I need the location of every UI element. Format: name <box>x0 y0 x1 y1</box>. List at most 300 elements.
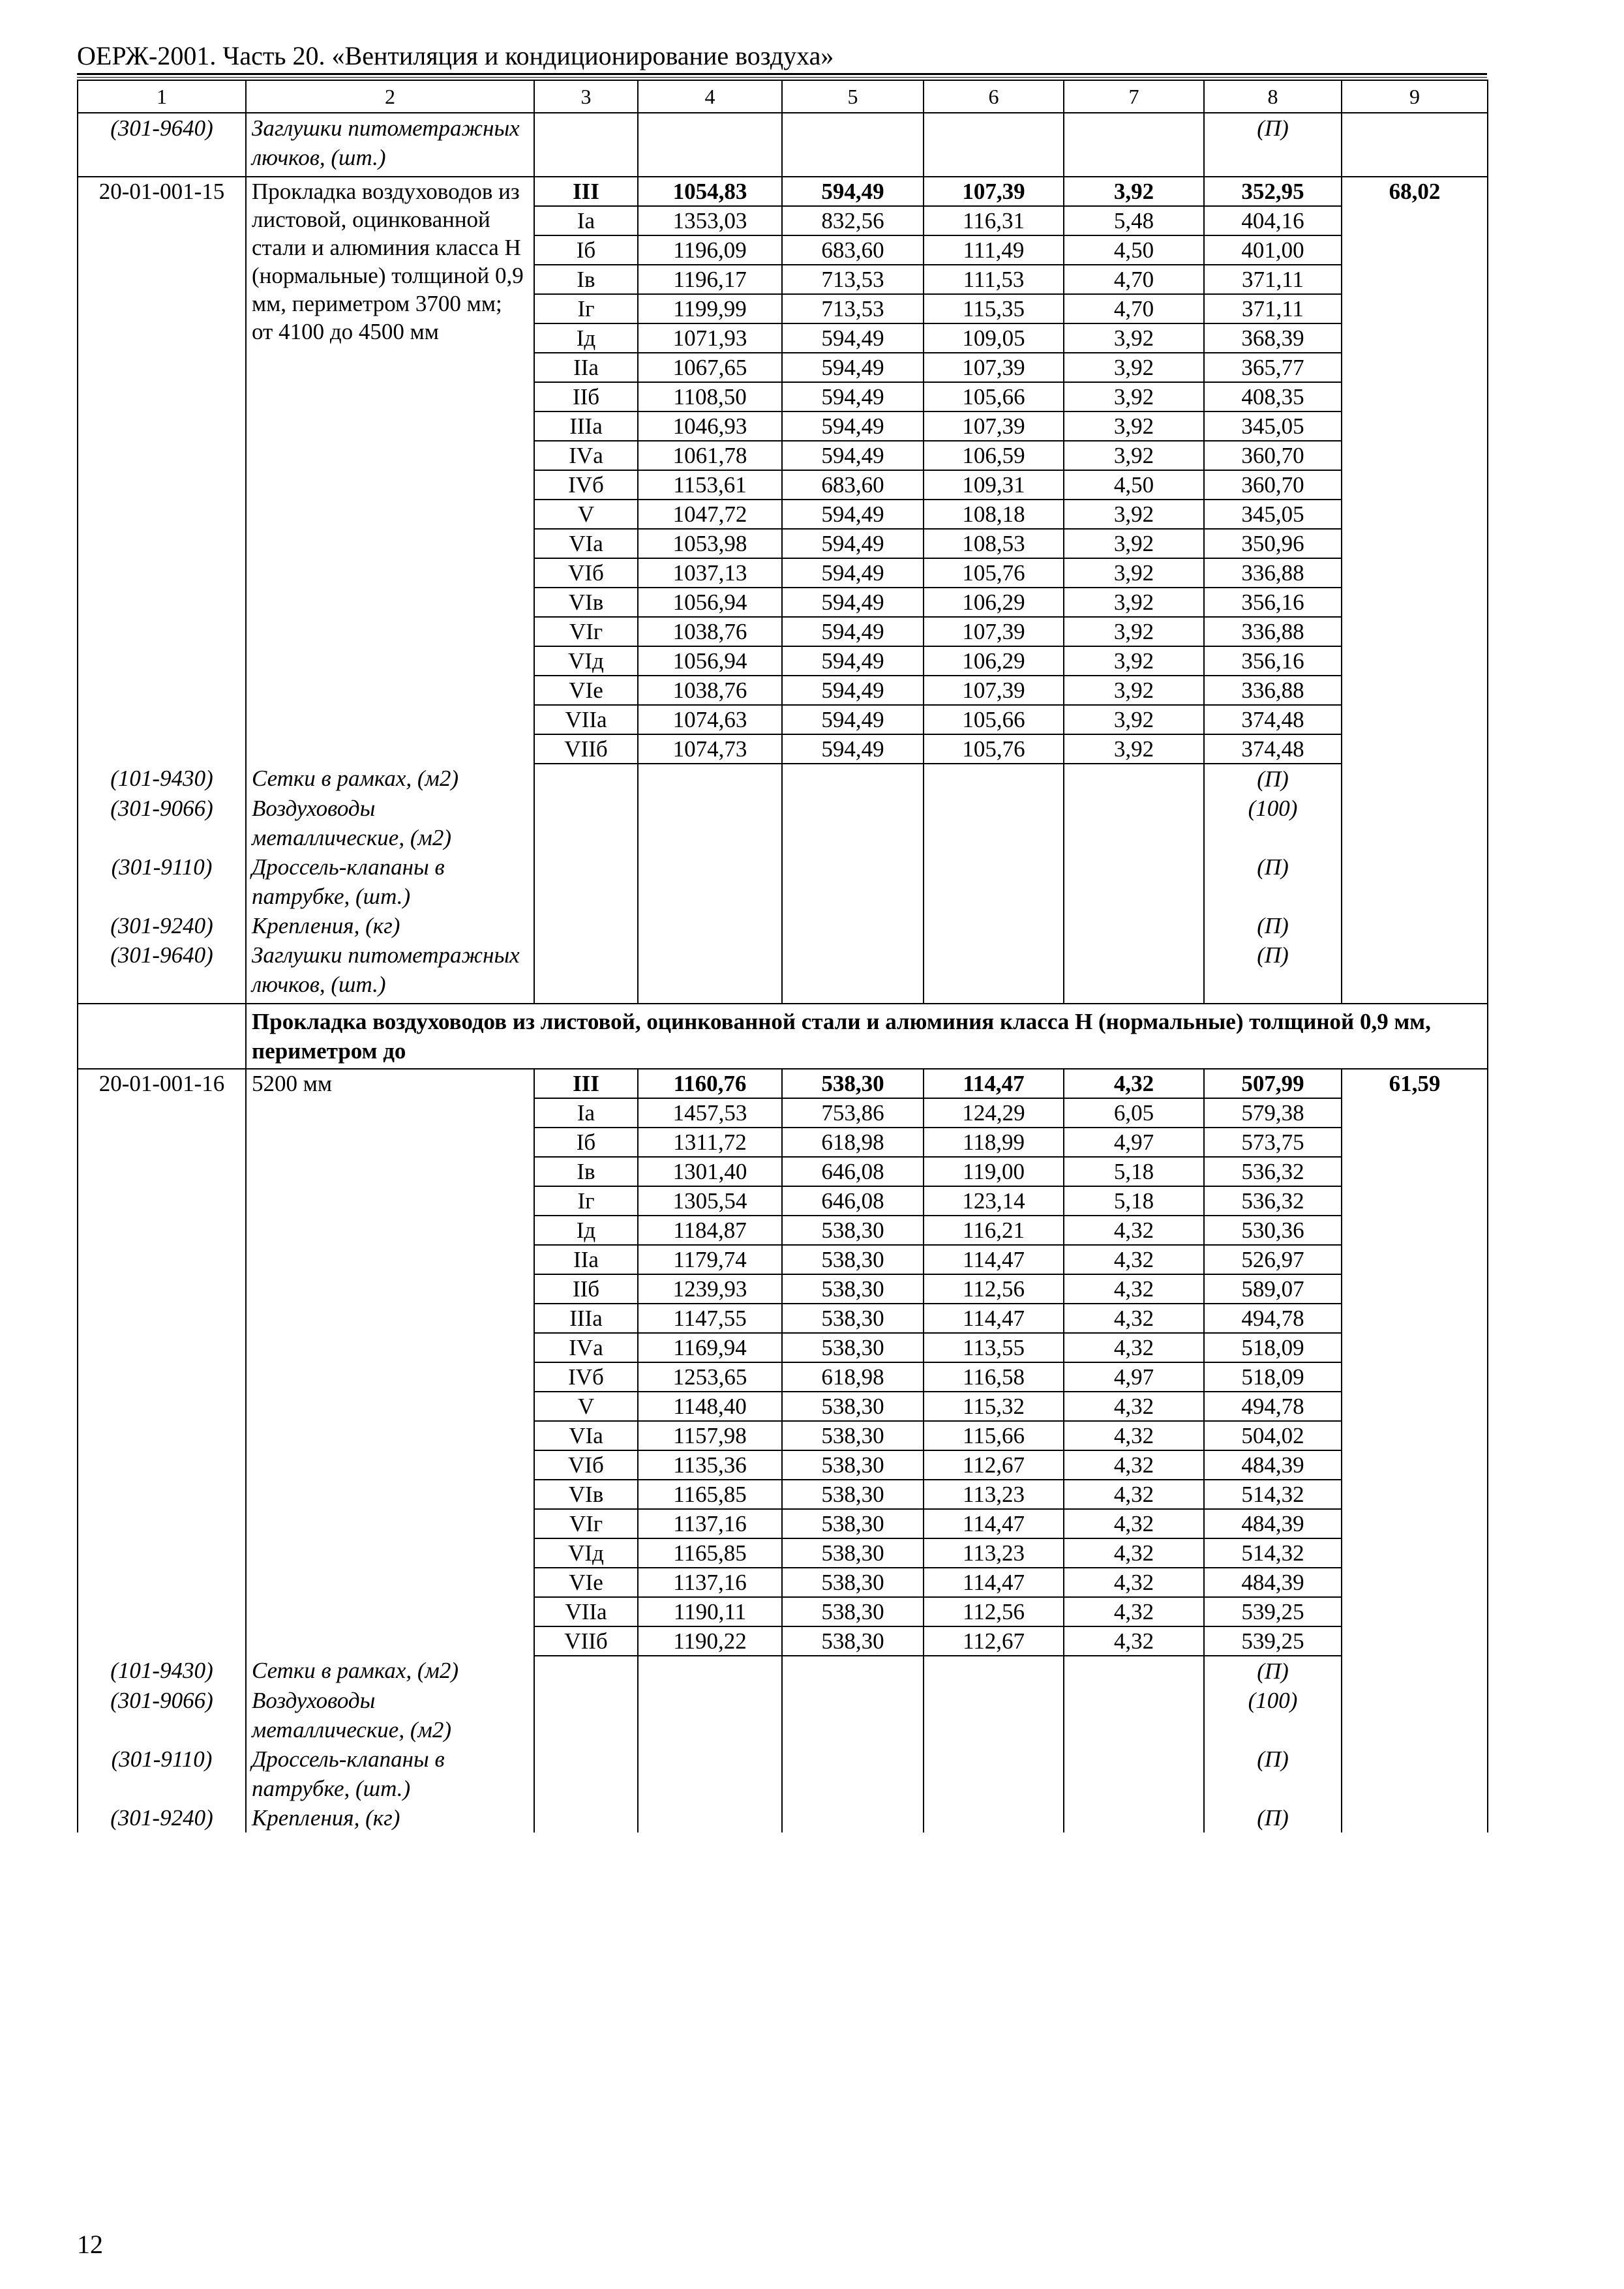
price-row <box>78 177 1488 206</box>
price-cell: 123,14 <box>924 1186 1064 1216</box>
empty-cell <box>1342 1656 1488 1686</box>
price-cell: 374,48 <box>1204 734 1342 764</box>
price-cell: 5,18 <box>1064 1186 1204 1216</box>
price-cell: VIг <box>534 617 638 646</box>
price-cell: 107,39 <box>924 353 1064 382</box>
price-cell: III <box>534 1069 638 1098</box>
empty-cell <box>924 113 1064 177</box>
rate-code: 20-01-001-15 <box>78 177 246 764</box>
price-cell: 4,32 <box>1064 1597 1204 1626</box>
price-cell: 114,47 <box>924 1304 1064 1333</box>
resource-name: Крепления, (кг) <box>246 911 534 940</box>
price-cell: 4,32 <box>1064 1509 1204 1538</box>
resource-row <box>78 794 1488 852</box>
price-cell: 108,53 <box>924 529 1064 558</box>
header-rule <box>77 73 1487 75</box>
price-cell: 538,30 <box>782 1421 924 1450</box>
empty-cell <box>1342 1686 1488 1744</box>
column-number: 7 <box>1064 80 1204 113</box>
price-cell: 1148,40 <box>638 1392 782 1421</box>
column-number: 6 <box>924 80 1064 113</box>
price-cell: 538,30 <box>782 1304 924 1333</box>
price-cell: 404,16 <box>1204 206 1342 235</box>
price-cell: 1169,94 <box>638 1333 782 1362</box>
price-cell: 107,39 <box>924 177 1064 206</box>
resource-name: Воздуховоды металлические, (м2) <box>246 794 534 852</box>
price-cell: 1037,13 <box>638 558 782 588</box>
resource-row <box>78 764 1488 794</box>
empty-cell <box>534 764 638 794</box>
price-cell: 618,98 <box>782 1128 924 1157</box>
price-cell: 3,92 <box>1064 676 1204 705</box>
price-cell: 1135,36 <box>638 1450 782 1480</box>
price-cell: VIб <box>534 1450 638 1480</box>
price-cell: 538,30 <box>782 1568 924 1597</box>
price-cell: 119,00 <box>924 1157 1064 1186</box>
price-cell: 1046,93 <box>638 411 782 441</box>
price-cell: 114,47 <box>924 1069 1064 1098</box>
price-cell: 1165,85 <box>638 1480 782 1509</box>
empty-cell <box>1342 113 1488 177</box>
price-cell: VIIа <box>534 705 638 734</box>
empty-cell <box>1064 852 1204 911</box>
empty-cell <box>534 1803 638 1833</box>
price-cell: 646,08 <box>782 1186 924 1216</box>
price-cell: 401,00 <box>1204 235 1342 265</box>
resource-value: (П) <box>1204 113 1342 177</box>
resource-code: (301-9066) <box>78 1686 246 1744</box>
price-cell: 538,30 <box>782 1597 924 1626</box>
price-cell: 594,49 <box>782 353 924 382</box>
rate-name: Прокладка воздуховодов из листовой, оцинкованной стали и алюминия класса Н (нормальные) толщиной 0,9 мм, периметром 3700 мм; от 4100 до 4500 мм <box>246 177 534 764</box>
price-cell: IIб <box>534 1274 638 1304</box>
empty-cell <box>78 1004 246 1069</box>
price-cell: 538,30 <box>782 1216 924 1245</box>
empty-cell <box>924 794 1064 852</box>
resource-code: (301-9640) <box>78 940 246 1004</box>
price-cell: 1067,65 <box>638 353 782 382</box>
price-cell: 107,39 <box>924 411 1064 441</box>
resource-row <box>78 1686 1488 1744</box>
price-cell: 3,92 <box>1064 177 1204 206</box>
empty-cell <box>534 1686 638 1744</box>
price-cell: 589,07 <box>1204 1274 1342 1304</box>
price-cell: 713,53 <box>782 294 924 323</box>
price-cell: VIд <box>534 1538 638 1568</box>
price-cell: 336,88 <box>1204 558 1342 588</box>
resource-code: (301-9240) <box>78 1803 246 1833</box>
price-cell: 368,39 <box>1204 323 1342 353</box>
price-cell: Iд <box>534 323 638 353</box>
price-cell: 112,67 <box>924 1450 1064 1480</box>
price-cell: 3,92 <box>1064 353 1204 382</box>
resource-row <box>78 940 1488 1004</box>
price-cell: 1353,03 <box>638 206 782 235</box>
empty-cell <box>1064 764 1204 794</box>
price-cell: 1311,72 <box>638 1128 782 1157</box>
price-cell: 594,49 <box>782 588 924 617</box>
price-cell: 4,32 <box>1064 1333 1204 1362</box>
resource-code: (301-9640) <box>78 113 246 177</box>
header-rule-thin <box>77 77 1487 78</box>
price-cell: 4,32 <box>1064 1626 1204 1656</box>
price-cell: 594,49 <box>782 411 924 441</box>
price-cell: 1196,09 <box>638 235 782 265</box>
resource-name: Заглушки питометражных лючков, (шт.) <box>246 113 534 177</box>
column-number-row <box>78 80 1488 113</box>
price-cell: 1157,98 <box>638 1421 782 1450</box>
rate-name: 5200 мм <box>246 1069 534 1656</box>
empty-cell <box>924 1686 1064 1744</box>
empty-cell <box>1064 113 1204 177</box>
price-cell: 116,58 <box>924 1362 1064 1392</box>
price-cell: 1253,65 <box>638 1362 782 1392</box>
price-cell: IIIа <box>534 411 638 441</box>
price-cell: 1305,54 <box>638 1186 782 1216</box>
empty-cell <box>782 1656 924 1686</box>
empty-cell <box>1064 1686 1204 1744</box>
price-cell: 106,59 <box>924 441 1064 470</box>
price-cell: 832,56 <box>782 206 924 235</box>
price-cell: 360,70 <box>1204 441 1342 470</box>
price-cell: 113,55 <box>924 1333 1064 1362</box>
price-cell: 3,92 <box>1064 529 1204 558</box>
price-cell: 109,31 <box>924 470 1064 500</box>
empty-cell <box>1342 852 1488 911</box>
price-cell: 6,05 <box>1064 1098 1204 1128</box>
resource-name: Дроссель-клапаны в патрубке, (шт.) <box>246 852 534 911</box>
price-cell: 360,70 <box>1204 470 1342 500</box>
empty-cell <box>782 1686 924 1744</box>
resource-row <box>78 1803 1488 1833</box>
price-cell: 518,09 <box>1204 1333 1342 1362</box>
empty-cell <box>534 940 638 1004</box>
price-cell: 3,92 <box>1064 500 1204 529</box>
price-cell: VIд <box>534 646 638 676</box>
price-cell: 4,32 <box>1064 1069 1204 1098</box>
price-cell: 573,75 <box>1204 1128 1342 1157</box>
column-number: 8 <box>1204 80 1342 113</box>
price-cell: 116,31 <box>924 206 1064 235</box>
price-cell: Iа <box>534 206 638 235</box>
price-cell: 1137,16 <box>638 1509 782 1538</box>
empty-cell <box>1064 794 1204 852</box>
price-cell: 538,30 <box>782 1538 924 1568</box>
price-cell: III <box>534 177 638 206</box>
resource-name: Дроссель-клапаны в патрубке, (шт.) <box>246 1744 534 1803</box>
empty-cell <box>782 794 924 852</box>
price-cell: 713,53 <box>782 265 924 294</box>
price-cell: 4,32 <box>1064 1245 1204 1274</box>
price-cell: 1071,93 <box>638 323 782 353</box>
price-cell: 105,76 <box>924 558 1064 588</box>
price-cell: 484,39 <box>1204 1568 1342 1597</box>
price-cell: 514,32 <box>1204 1480 1342 1509</box>
price-cell: 618,98 <box>782 1362 924 1392</box>
price-cell: Iг <box>534 294 638 323</box>
price-cell: 536,32 <box>1204 1186 1342 1216</box>
price-cell: 1074,73 <box>638 734 782 764</box>
price-cell: 4,32 <box>1064 1568 1204 1597</box>
empty-cell <box>534 911 638 940</box>
resource-value: (П) <box>1204 764 1342 794</box>
price-cell: 1190,22 <box>638 1626 782 1656</box>
price-cell: 683,60 <box>782 235 924 265</box>
price-cell: VIIб <box>534 734 638 764</box>
price-cell: 1047,72 <box>638 500 782 529</box>
price-cell: 111,53 <box>924 265 1064 294</box>
price-cell: 1184,87 <box>638 1216 782 1245</box>
price-cell: 646,08 <box>782 1157 924 1186</box>
price-cell: 1053,98 <box>638 529 782 558</box>
price-cell: 1056,94 <box>638 588 782 617</box>
price-cell: 114,47 <box>924 1568 1064 1597</box>
price-cell: IVа <box>534 1333 638 1362</box>
price-cell: IIIа <box>534 1304 638 1333</box>
price-cell: 594,49 <box>782 558 924 588</box>
price-cell: IVа <box>534 441 638 470</box>
price-cell: 539,25 <box>1204 1626 1342 1656</box>
price-cell: 356,16 <box>1204 588 1342 617</box>
price-cell: 753,86 <box>782 1098 924 1128</box>
resource-code: (301-9110) <box>78 1744 246 1803</box>
labor-cost: 61,59 <box>1342 1069 1488 1656</box>
resource-value: (П) <box>1204 1656 1342 1686</box>
price-cell: 3,92 <box>1064 382 1204 411</box>
price-cell: 1239,93 <box>638 1274 782 1304</box>
empty-cell <box>782 1744 924 1803</box>
price-cell: VIб <box>534 558 638 588</box>
empty-cell <box>638 1803 782 1833</box>
price-cell: 118,99 <box>924 1128 1064 1157</box>
price-cell: 124,29 <box>924 1098 1064 1128</box>
price-cell: 374,48 <box>1204 705 1342 734</box>
price-cell: VIв <box>534 1480 638 1509</box>
price-cell: 115,35 <box>924 294 1064 323</box>
price-cell: 494,78 <box>1204 1392 1342 1421</box>
price-cell: 4,50 <box>1064 470 1204 500</box>
resource-value: (П) <box>1204 1803 1342 1833</box>
price-cell: 336,88 <box>1204 676 1342 705</box>
price-cell: V <box>534 500 638 529</box>
price-cell: 484,39 <box>1204 1509 1342 1538</box>
section-title: Прокладка воздуховодов из листовой, оцинкованной стали и алюминия класса Н (нормальные) толщиной 0,9 мм, периметром до <box>246 1004 1488 1069</box>
price-cell: 113,23 <box>924 1480 1064 1509</box>
resource-name: Заглушки питометражных лючков, (шт.) <box>246 940 534 1004</box>
price-cell: IIа <box>534 353 638 382</box>
price-cell: 1160,76 <box>638 1069 782 1098</box>
empty-cell <box>1064 940 1204 1004</box>
price-cell: 4,32 <box>1064 1274 1204 1304</box>
column-number: 3 <box>534 80 638 113</box>
empty-cell <box>638 794 782 852</box>
empty-cell <box>1342 940 1488 1004</box>
price-cell: 114,47 <box>924 1509 1064 1538</box>
price-cell: 115,66 <box>924 1421 1064 1450</box>
empty-cell <box>638 764 782 794</box>
price-cell: 538,30 <box>782 1274 924 1304</box>
price-cell: 3,92 <box>1064 558 1204 588</box>
price-cell: 4,97 <box>1064 1128 1204 1157</box>
price-cell: 3,92 <box>1064 705 1204 734</box>
price-cell: 408,35 <box>1204 382 1342 411</box>
price-cell: 4,32 <box>1064 1304 1204 1333</box>
price-cell: 4,70 <box>1064 294 1204 323</box>
price-cell: 526,97 <box>1204 1245 1342 1274</box>
empty-cell <box>782 764 924 794</box>
empty-cell <box>1342 1744 1488 1803</box>
price-cell: 1153,61 <box>638 470 782 500</box>
price-cell: 3,92 <box>1064 323 1204 353</box>
resource-row <box>78 1656 1488 1686</box>
price-cell: VIIа <box>534 1597 638 1626</box>
price-cell: VIа <box>534 529 638 558</box>
price-cell: 1108,50 <box>638 382 782 411</box>
empty-cell <box>924 1656 1064 1686</box>
resource-row <box>78 1744 1488 1803</box>
empty-cell <box>638 911 782 940</box>
price-cell: 4,50 <box>1064 235 1204 265</box>
resource-code: (101-9430) <box>78 764 246 794</box>
price-cell: 5,18 <box>1064 1157 1204 1186</box>
price-cell: 494,78 <box>1204 1304 1342 1333</box>
empty-cell <box>534 1744 638 1803</box>
empty-cell <box>924 852 1064 911</box>
price-cell: 345,05 <box>1204 500 1342 529</box>
price-cell: 4,97 <box>1064 1362 1204 1392</box>
empty-cell <box>782 113 924 177</box>
price-cell: 538,30 <box>782 1245 924 1274</box>
price-cell: 365,77 <box>1204 353 1342 382</box>
resource-name: Воздуховоды металлические, (м2) <box>246 1686 534 1744</box>
price-cell: 3,92 <box>1064 441 1204 470</box>
price-cell: 514,32 <box>1204 1538 1342 1568</box>
price-cell: VIа <box>534 1421 638 1450</box>
empty-cell <box>1342 911 1488 940</box>
price-cell: 1137,16 <box>638 1568 782 1597</box>
resource-value: (100) <box>1204 794 1342 852</box>
price-cell: 1190,11 <box>638 1597 782 1626</box>
price-cell: 371,11 <box>1204 265 1342 294</box>
empty-cell <box>1342 794 1488 852</box>
price-cell: 371,11 <box>1204 294 1342 323</box>
empty-cell <box>638 852 782 911</box>
price-cell: 111,49 <box>924 235 1064 265</box>
price-cell: 594,49 <box>782 441 924 470</box>
column-number: 9 <box>1342 80 1488 113</box>
price-cell: 1147,55 <box>638 1304 782 1333</box>
column-number: 4 <box>638 80 782 113</box>
empty-cell <box>782 911 924 940</box>
price-cell: 594,49 <box>782 734 924 764</box>
price-cell: 594,49 <box>782 382 924 411</box>
resource-value: (П) <box>1204 911 1342 940</box>
empty-cell <box>1064 911 1204 940</box>
price-cell: 538,30 <box>782 1450 924 1480</box>
resource-value: (П) <box>1204 852 1342 911</box>
column-number: 2 <box>246 80 534 113</box>
empty-cell <box>1064 1656 1204 1686</box>
price-cell: 356,16 <box>1204 646 1342 676</box>
price-cell: 352,95 <box>1204 177 1342 206</box>
price-cell: 112,56 <box>924 1597 1064 1626</box>
price-cell: 594,49 <box>782 646 924 676</box>
price-cell: 113,23 <box>924 1538 1064 1568</box>
price-cell: 1165,85 <box>638 1538 782 1568</box>
empty-cell <box>638 1656 782 1686</box>
price-cell: VIв <box>534 588 638 617</box>
empty-cell <box>924 911 1064 940</box>
price-cell: 594,49 <box>782 323 924 353</box>
labor-cost: 68,02 <box>1342 177 1488 764</box>
price-cell: 115,32 <box>924 1392 1064 1421</box>
price-cell: VIе <box>534 1568 638 1597</box>
price-cell: 594,49 <box>782 676 924 705</box>
rate-code: 20-01-001-16 <box>78 1069 246 1656</box>
price-cell: 539,25 <box>1204 1597 1342 1626</box>
price-cell: 579,38 <box>1204 1098 1342 1128</box>
empty-cell <box>534 794 638 852</box>
price-cell: 114,47 <box>924 1245 1064 1274</box>
price-cell: 4,32 <box>1064 1450 1204 1480</box>
empty-cell <box>782 1803 924 1833</box>
price-cell: 106,29 <box>924 646 1064 676</box>
empty-cell <box>924 1803 1064 1833</box>
price-cell: 5,48 <box>1064 206 1204 235</box>
price-cell: 3,92 <box>1064 588 1204 617</box>
empty-cell <box>638 113 782 177</box>
price-cell: VIг <box>534 1509 638 1538</box>
price-cell: 504,02 <box>1204 1421 1342 1450</box>
column-number: 1 <box>78 80 246 113</box>
price-cell: 112,56 <box>924 1274 1064 1304</box>
price-cell: 594,49 <box>782 529 924 558</box>
price-cell: 536,32 <box>1204 1157 1342 1186</box>
price-cell: 3,92 <box>1064 734 1204 764</box>
price-cell: 105,66 <box>924 382 1064 411</box>
price-cell: 594,49 <box>782 705 924 734</box>
column-number: 5 <box>782 80 924 113</box>
empty-cell <box>1342 1803 1488 1833</box>
price-cell: 350,96 <box>1204 529 1342 558</box>
resource-name: Сетки в рамках, (м2) <box>246 1656 534 1686</box>
price-cell: 1196,17 <box>638 265 782 294</box>
price-cell: 105,76 <box>924 734 1064 764</box>
resource-value: (100) <box>1204 1686 1342 1744</box>
price-cell: IVб <box>534 1362 638 1392</box>
price-cell: 1056,94 <box>638 646 782 676</box>
price-cell: 4,70 <box>1064 265 1204 294</box>
price-cell: 3,92 <box>1064 646 1204 676</box>
price-cell: 4,32 <box>1064 1421 1204 1450</box>
section-row <box>78 1004 1488 1069</box>
resource-name: Сетки в рамках, (м2) <box>246 764 534 794</box>
price-cell: Iв <box>534 265 638 294</box>
price-cell: 4,32 <box>1064 1392 1204 1421</box>
price-cell: 112,67 <box>924 1626 1064 1656</box>
resource-value: (П) <box>1204 940 1342 1004</box>
price-cell: 538,30 <box>782 1480 924 1509</box>
empty-cell <box>924 764 1064 794</box>
price-cell: 345,05 <box>1204 411 1342 441</box>
price-cell: 1074,63 <box>638 705 782 734</box>
price-cell: 594,49 <box>782 177 924 206</box>
price-cell: Iд <box>534 1216 638 1245</box>
empty-cell <box>1064 1744 1204 1803</box>
price-cell: Iг <box>534 1186 638 1216</box>
empty-cell <box>534 1656 638 1686</box>
price-cell: 518,09 <box>1204 1362 1342 1392</box>
